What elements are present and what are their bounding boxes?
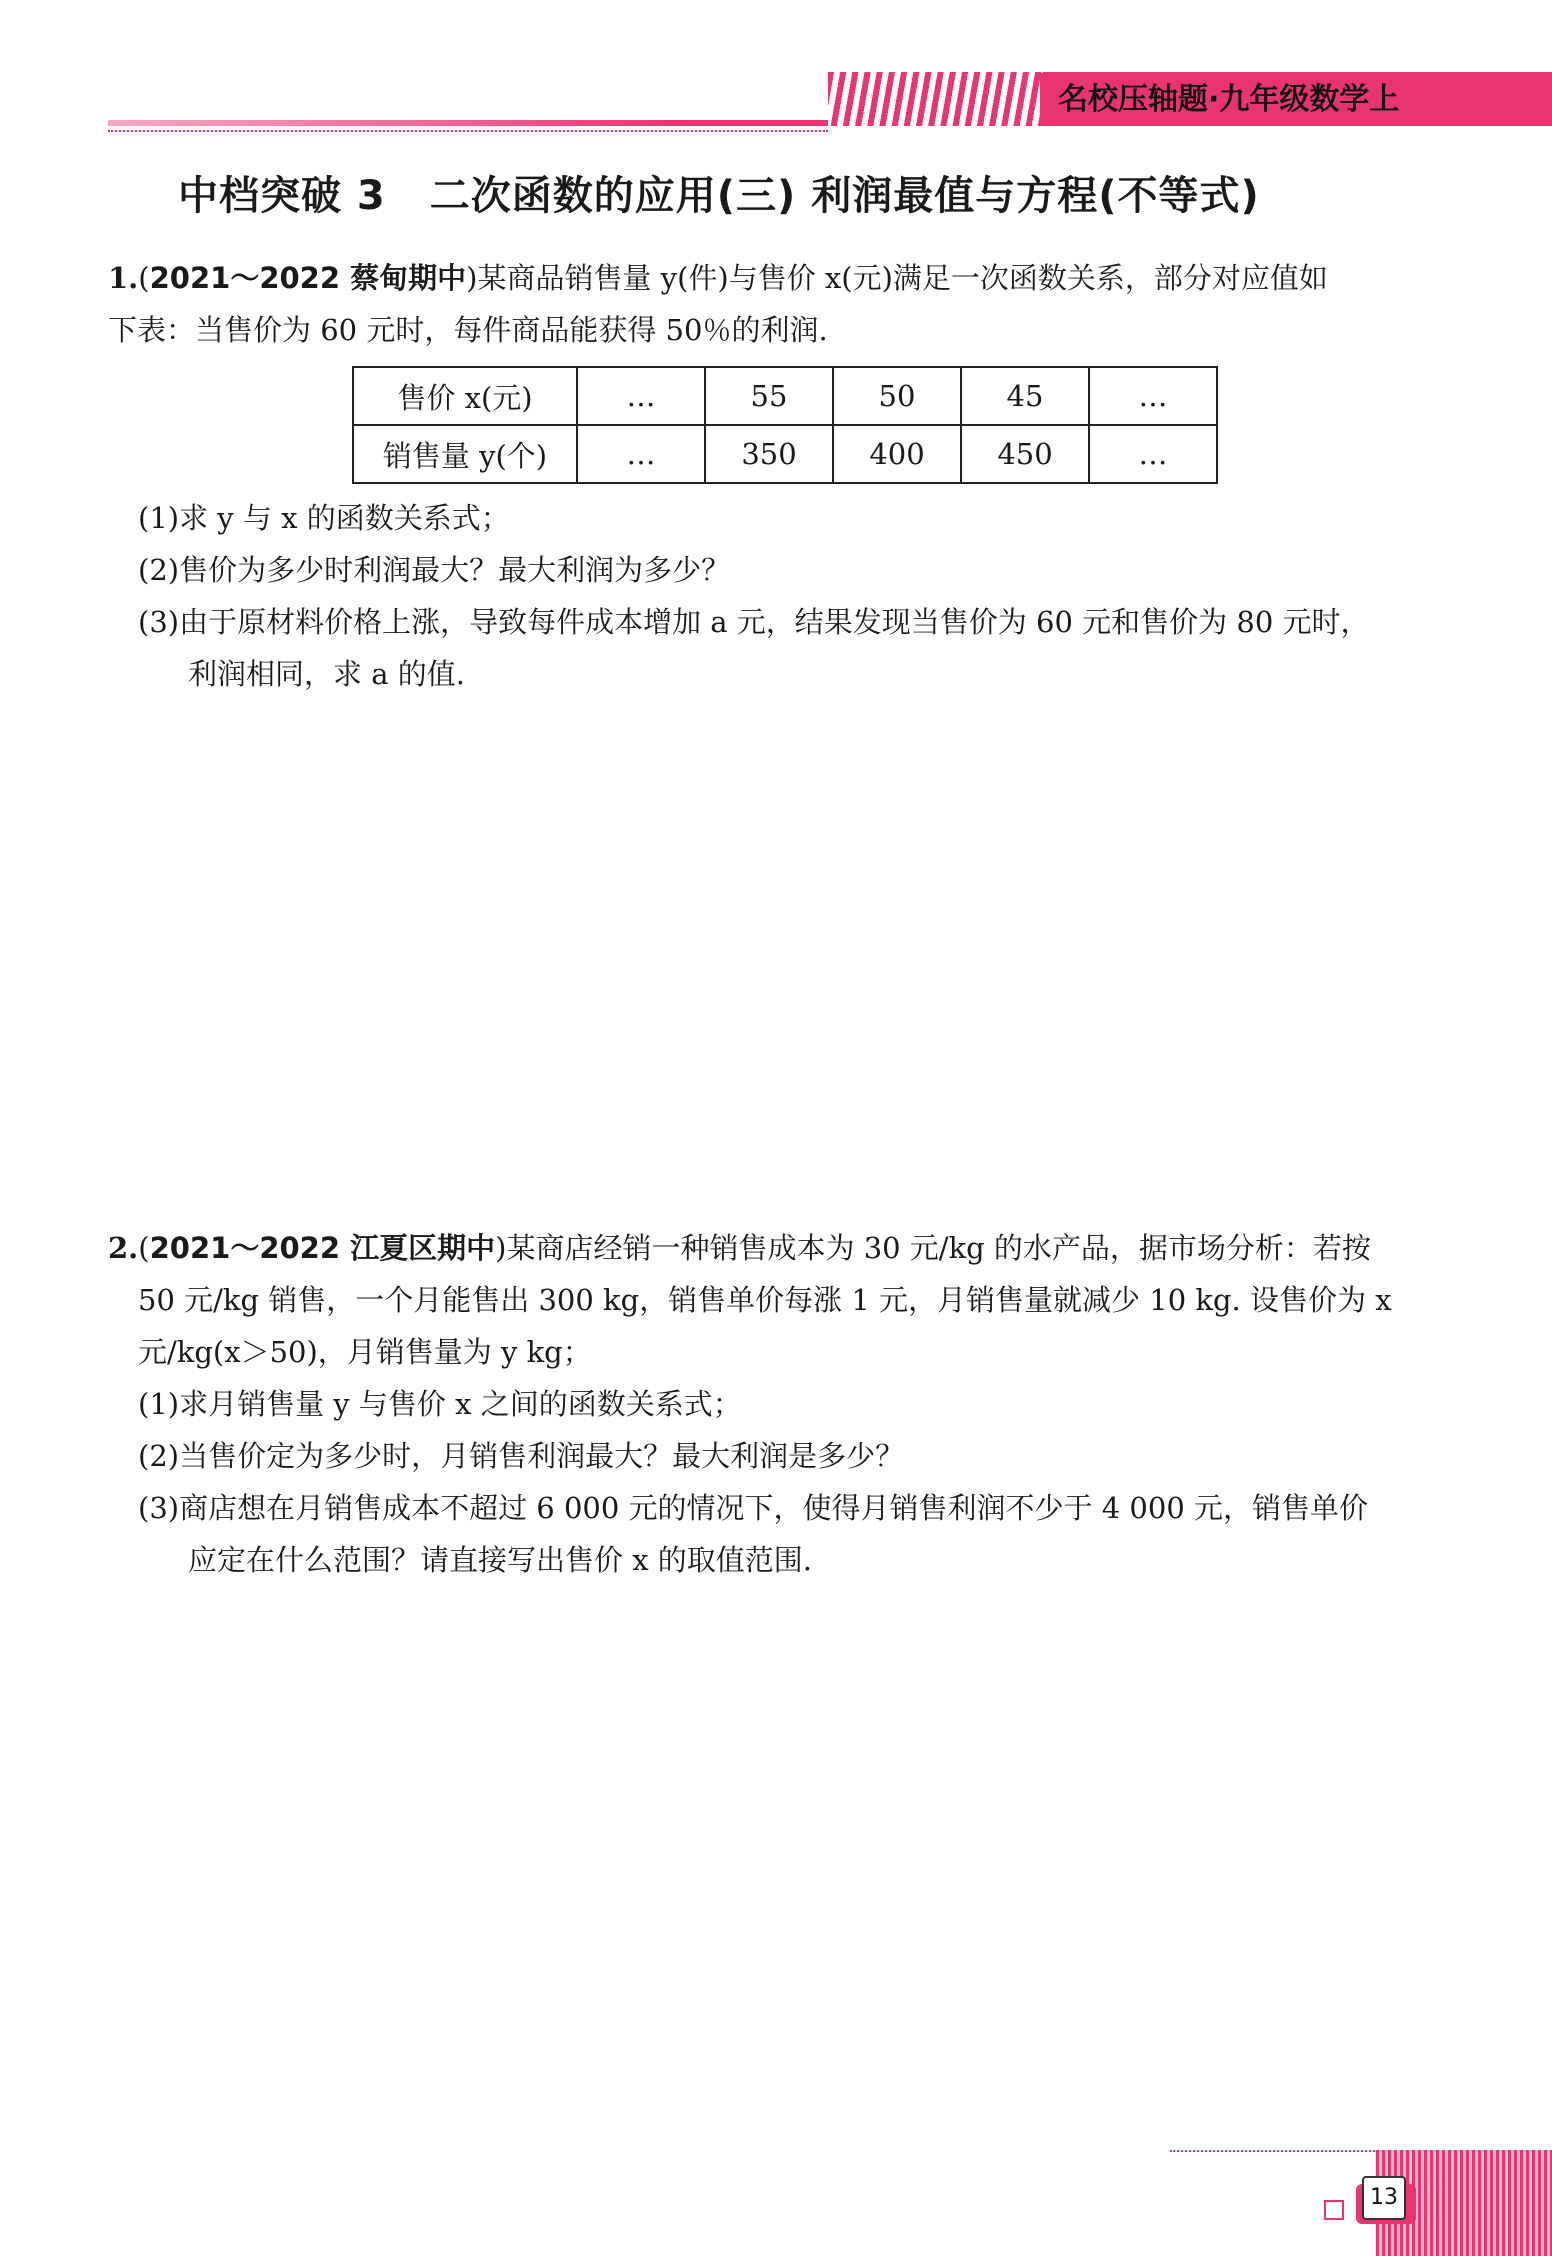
table-row: [353, 367, 1217, 425]
title-main: 二次函数的应用(三) 利润最值与方程(不等式): [429, 173, 1260, 219]
series-title: 名校压轴题·九年级数学上: [1058, 82, 1400, 117]
problem-2-q1: (1)求月销售量 y 与售价 x 之间的函数关系式；: [138, 1387, 742, 1421]
header-dotted-rule: [108, 130, 828, 132]
table-cell: 400: [833, 425, 961, 483]
problem-1-number: 1.: [108, 261, 139, 295]
table-cell: …: [1089, 367, 1217, 425]
problem-2-q2: (2)当售价定为多少时，月销售利润最大？最大利润是多少？: [138, 1439, 905, 1473]
problem-2-source-open: (: [138, 1231, 150, 1265]
table-cell: …: [577, 367, 705, 425]
table-row-header: 售价 x(元): [353, 367, 577, 425]
problem-2-stem-text1: 某商店经销一种销售成本为 30 元/kg 的水产品，据市场分析：若按: [506, 1231, 1371, 1265]
problem-1-source: 2021～2022 蔡甸期中: [149, 261, 467, 295]
problem-1-source-close: ): [466, 261, 478, 295]
problem-2-q3: [108, 1482, 1438, 1586]
footer-square-icon: [1324, 2200, 1344, 2220]
page-title: [178, 168, 1260, 224]
problem-2-source: 2021～2022 江夏区期中: [149, 1231, 496, 1265]
problem-1-q3-line1: (3)由于原材料价格上涨，导致每件成本增加 a 元，结果发现当售价为 60 元和售价为 80 元时，: [138, 605, 1370, 639]
header-stripes: [828, 72, 1048, 126]
problem-2-q3-line1: (3)商店想在月销售成本不超过 6 000 元的情况下，使得月销售利润不少于 4 000 元，销售单价: [138, 1491, 1368, 1525]
table-cell: …: [1089, 425, 1217, 483]
table-cell: 50: [833, 367, 961, 425]
title-prefix: 中档突破 3: [178, 173, 386, 219]
problem-1-stem-line1: [108, 252, 1438, 304]
problem-2-q3-line2: 应定在什么范围？请直接写出售价 x 的取值范围.: [188, 1543, 813, 1577]
problem-1-stem-text1: 某商品销售量 y(件)与售价 x(元)满足一次函数关系，部分对应值如: [477, 261, 1328, 295]
table-cell: 55: [705, 367, 833, 425]
table-row-header: 销售量 y(个): [353, 425, 577, 483]
problem-1-source-open: (: [138, 261, 150, 295]
problem-2-stem-line2: 50 元/kg 销售，一个月能售出 300 kg，销售单价每涨 1 元，月销售量就减少 10 kg. 设售价为 x: [138, 1283, 1392, 1317]
problem-2-stem-line1: [108, 1222, 1438, 1274]
problem-1-q2: (2)售价为多少时利润最大？最大利润为多少？: [138, 553, 731, 587]
problem-2: [108, 1222, 1438, 1586]
problem-1-stem-line2: [108, 304, 1438, 356]
table-cell: 450: [961, 425, 1089, 483]
table-row: [353, 425, 1217, 483]
problem-1: [108, 252, 1438, 356]
problem-2-number: 2.: [108, 1231, 139, 1265]
table-cell: 45: [961, 367, 1089, 425]
page-number: 13: [1362, 2176, 1406, 2220]
problem-1-q3: [108, 596, 1438, 700]
problem-1-q3-line2: 利润相同，求 a 的值.: [188, 657, 465, 691]
problem-2-source-close: ): [495, 1231, 507, 1265]
problem-1-questions: [108, 492, 1438, 700]
problem-2-stem-line3: 元/kg(x＞50)，月销售量为 y kg；: [138, 1335, 592, 1369]
problem-1-stem-text2: 下表：当售价为 60 元时，每件商品能获得 50％的利润.: [108, 313, 828, 347]
problem-1-table: [352, 366, 1218, 484]
problem-1-q1: (1)求 y 与 x 的函数关系式；: [138, 501, 510, 535]
table-cell: 350: [705, 425, 833, 483]
table-cell: …: [577, 425, 705, 483]
